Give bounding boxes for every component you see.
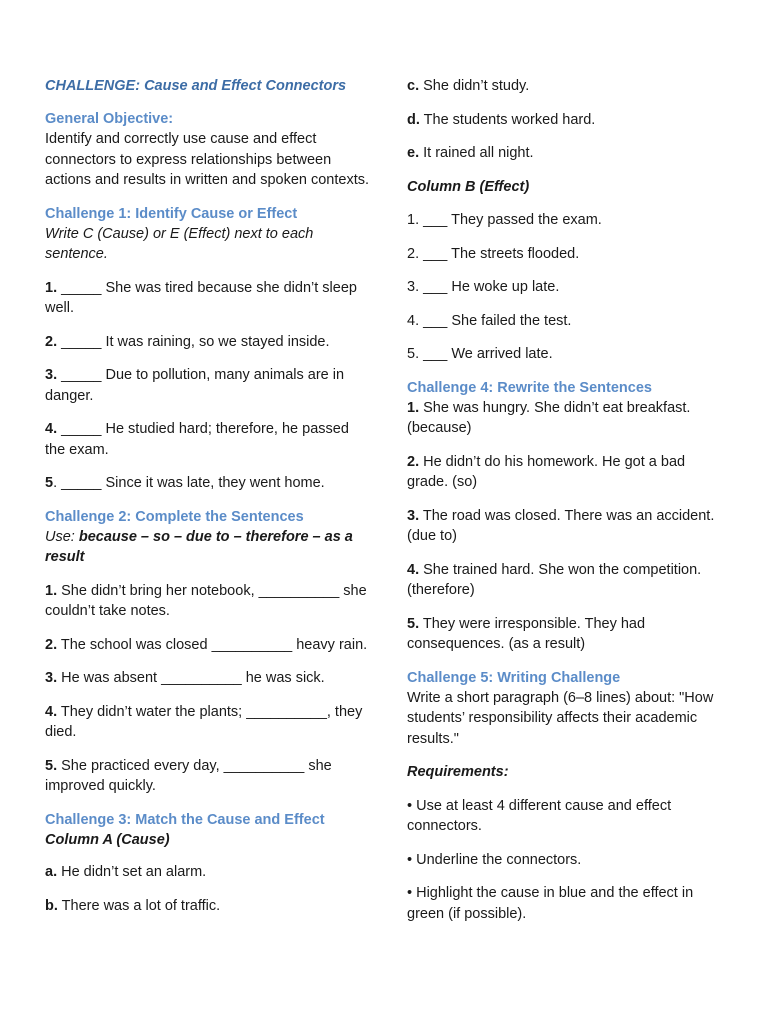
item-number: 3. <box>45 670 58 686</box>
left-column <box>45 76 370 929</box>
requirements-label: Requirements: <box>407 764 509 780</box>
list-item <box>407 398 727 439</box>
item-number: 4. <box>45 703 58 720</box>
list-item <box>45 278 370 319</box>
objective-text: Identify and correctly use cause and effect connectors to express relationships between actions and results in written and spoken contexts. <box>45 131 370 188</box>
item-text: . _____ Since it was late, they went home. <box>53 475 325 491</box>
objective-section <box>45 109 370 191</box>
item-number: 2. <box>45 333 58 350</box>
challenge5-heading: Challenge 5: Writing Challenge <box>407 669 621 686</box>
list-item <box>45 419 370 460</box>
list-item <box>45 635 370 656</box>
item-text: She practiced every day, __________ she improved quickly. <box>45 757 332 794</box>
item-number: 3. <box>407 507 420 524</box>
column-b-label: Column B (Effect) <box>407 178 530 195</box>
column-a-label: Column A (Cause) <box>45 831 170 848</box>
item-text: He didn’t do his homework. He got a bad grade. (so) <box>407 453 686 490</box>
list-item <box>45 332 370 353</box>
challenge3-section-start <box>45 810 370 917</box>
list-item: • Use at least 4 different cause and effect connectors. <box>407 797 672 834</box>
item-text: He was absent __________ he was sick. <box>57 670 325 686</box>
connector-word-list: because – so – due to – therefore – as a result <box>45 528 353 565</box>
item-number: 1. <box>45 279 58 296</box>
item-text: She didn’t bring her notebook, __________ she couldn’t take notes. <box>45 582 367 619</box>
list-item <box>407 143 727 164</box>
list-item: 1. ___ They passed the exam. <box>407 212 602 228</box>
list-item <box>407 560 727 601</box>
item-number: 1. <box>45 582 58 599</box>
item-text: _____ She was tired because she didn’t sleep well. <box>45 279 357 316</box>
item-number: 2. <box>45 636 58 653</box>
item-text: _____ It was raining, so we stayed inside. <box>57 333 330 350</box>
challenge5-section <box>407 668 727 925</box>
item-number: 1. <box>407 399 420 416</box>
list-item: 5. ___ We arrived late. <box>407 346 553 362</box>
item-letter: c. <box>407 78 420 94</box>
list-item <box>45 702 370 743</box>
item-number: 5. <box>45 757 58 774</box>
item-number: 5 <box>45 475 54 491</box>
item-text: The road was closed. There was an accident. (due to) <box>407 507 715 544</box>
item-text: He didn’t set an alarm. <box>57 864 207 880</box>
list-item: 3. ___ He woke up late. <box>407 279 560 295</box>
item-letter: b. <box>45 897 58 914</box>
item-number: 4. <box>45 421 58 437</box>
list-item: • Underline the connectors. <box>407 851 582 868</box>
item-text: She trained hard. She won the competition. (therefore) <box>407 561 702 598</box>
list-item <box>407 110 727 131</box>
item-text: It rained all night. <box>419 145 534 161</box>
item-text: _____ Due to pollution, many animals are in danger. <box>45 367 345 404</box>
item-text: _____ He studied hard; therefore, he passed the exam. <box>45 421 349 458</box>
list-item <box>45 473 370 494</box>
use-label: Use: <box>45 528 79 545</box>
item-number: 3. <box>45 367 58 383</box>
item-text: The school was closed __________ heavy rain. <box>57 636 368 653</box>
list-item: 2. ___ The streets flooded. <box>407 245 580 262</box>
challenge1-instruction: Write C (Cause) or E (Effect) next to each sentence. <box>45 225 314 262</box>
item-text: The students worked hard. <box>419 111 596 128</box>
objective-heading: General Objective: <box>45 111 174 127</box>
list-item <box>45 862 370 883</box>
page-title: CHALLENGE: Cause and Effect Connectors <box>45 78 347 94</box>
challenge3-heading: Challenge 3: Match the Cause and Effect <box>45 811 325 828</box>
item-text: She didn’t study. <box>419 78 530 94</box>
item-text: They didn’t water the plants; __________, they died. <box>45 703 363 740</box>
right-column <box>407 76 727 937</box>
list-item: • Highlight the cause in blue and the effect in green (if possible). <box>407 885 694 922</box>
challenge4-section <box>407 378 727 655</box>
challenge2-heading: Challenge 2: Complete the Sentences <box>45 508 304 525</box>
list-item <box>407 76 727 97</box>
item-number: 5. <box>407 615 420 632</box>
item-letter: d. <box>407 111 420 128</box>
item-letter: a. <box>45 864 58 880</box>
item-text: There was a lot of traffic. <box>57 897 221 914</box>
list-item <box>45 668 370 689</box>
challenge1-heading: Challenge 1: Identify Cause or Effect <box>45 205 298 222</box>
list-item <box>407 614 727 655</box>
challenge5-prompt: Write a short paragraph (6–8 lines) about: "How students’ responsibility affects their academic results." <box>407 689 714 747</box>
challenge4-heading: Challenge 4: Rewrite the Sentences <box>407 379 652 396</box>
item-number: 4. <box>407 561 420 578</box>
list-item <box>407 452 727 493</box>
list-item <box>407 506 727 547</box>
item-number: 2. <box>407 453 420 470</box>
list-item <box>45 896 370 917</box>
challenge2-instruction <box>45 527 370 568</box>
item-text: She was hungry. She didn’t eat breakfast. (because) <box>407 399 691 436</box>
item-letter: e. <box>407 145 420 161</box>
challenge2-section <box>45 507 370 797</box>
list-item <box>45 756 370 797</box>
challenge3-section-cont <box>407 76 727 365</box>
list-item <box>45 365 370 406</box>
challenge1-section <box>45 204 370 494</box>
list-item: 4. ___ She failed the test. <box>407 312 572 329</box>
item-text: They were irresponsible. They had consequences. (as a result) <box>407 615 646 652</box>
list-item <box>45 581 370 622</box>
